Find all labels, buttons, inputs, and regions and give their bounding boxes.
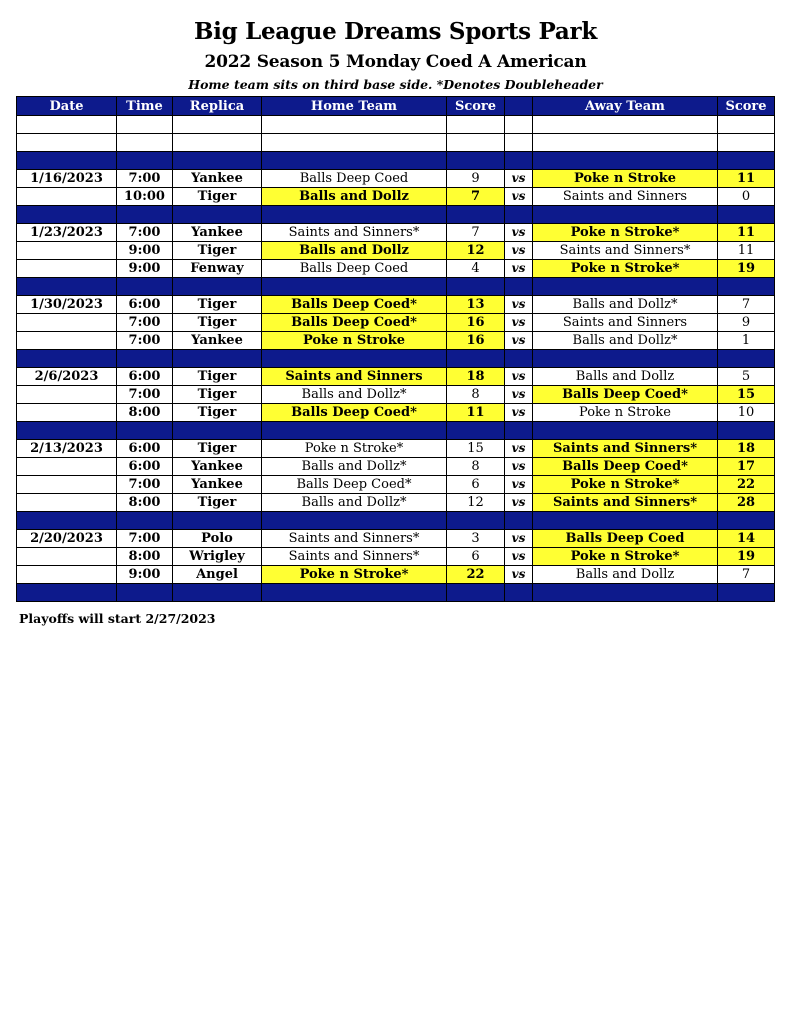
away-score-cell: 14 bbox=[718, 530, 775, 548]
table-header-row bbox=[17, 97, 775, 116]
empty-cell bbox=[718, 134, 775, 152]
away-team-cell: Poke n Stroke bbox=[533, 170, 718, 188]
vs-cell: vs bbox=[505, 530, 533, 548]
divider-cell bbox=[505, 152, 533, 170]
divider-cell bbox=[17, 422, 117, 440]
away-score-cell: 7 bbox=[718, 296, 775, 314]
home-score-cell: 15 bbox=[447, 440, 505, 458]
replica-cell: Yankee bbox=[173, 224, 262, 242]
time-cell: 9:00 bbox=[117, 260, 173, 278]
away-score-cell: 17 bbox=[718, 458, 775, 476]
divider-cell bbox=[117, 350, 173, 368]
date-cell: 2/13/2023 bbox=[17, 440, 117, 458]
home-score-cell: 18 bbox=[447, 368, 505, 386]
away-score-cell: 19 bbox=[718, 548, 775, 566]
divider-cell bbox=[17, 278, 117, 296]
table-row bbox=[17, 242, 775, 260]
vs-cell: vs bbox=[505, 314, 533, 332]
home-team-cell: Balls Deep Coed* bbox=[262, 296, 447, 314]
divider-cell bbox=[505, 422, 533, 440]
replica-cell: Tiger bbox=[173, 494, 262, 512]
divider-cell bbox=[718, 422, 775, 440]
home-score-cell: 16 bbox=[447, 332, 505, 350]
home-team-cell: Saints and Sinners* bbox=[262, 548, 447, 566]
divider-cell bbox=[262, 350, 447, 368]
away-team-cell: Poke n Stroke* bbox=[533, 224, 718, 242]
away-score-cell: 10 bbox=[718, 404, 775, 422]
table-row bbox=[17, 260, 775, 278]
away-team-cell: Balls and Dollz bbox=[533, 566, 718, 584]
away-team-cell: Balls Deep Coed* bbox=[533, 386, 718, 404]
date-cell bbox=[17, 458, 117, 476]
home-score-cell: 13 bbox=[447, 296, 505, 314]
away-score-cell: 1 bbox=[718, 332, 775, 350]
replica-cell: Polo bbox=[173, 530, 262, 548]
replica-cell: Tiger bbox=[173, 296, 262, 314]
time-cell: 6:00 bbox=[117, 368, 173, 386]
divider-cell bbox=[173, 350, 262, 368]
replica-cell: Tiger bbox=[173, 188, 262, 206]
divider-cell bbox=[17, 350, 117, 368]
date-cell bbox=[17, 476, 117, 494]
divider-cell bbox=[262, 152, 447, 170]
date-cell bbox=[17, 260, 117, 278]
home-team-cell: Balls Deep Coed* bbox=[262, 404, 447, 422]
time-cell: 8:00 bbox=[117, 404, 173, 422]
time-cell: 7:00 bbox=[117, 530, 173, 548]
vs-cell: vs bbox=[505, 548, 533, 566]
empty-cell bbox=[533, 116, 718, 134]
replica-cell: Tiger bbox=[173, 440, 262, 458]
table-row bbox=[17, 458, 775, 476]
col-header-home-team: Home Team bbox=[262, 97, 447, 116]
home-team-cell: Poke n Stroke* bbox=[262, 566, 447, 584]
week-divider-row bbox=[17, 584, 775, 602]
col-header-replica: Replica bbox=[173, 97, 262, 116]
divider-cell bbox=[718, 350, 775, 368]
col-header-away-team: Away Team bbox=[533, 97, 718, 116]
date-cell bbox=[17, 332, 117, 350]
away-score-cell: 0 bbox=[718, 188, 775, 206]
home-team-cell: Balls Deep Coed bbox=[262, 170, 447, 188]
table-row bbox=[17, 296, 775, 314]
home-team-cell: Balls and Dollz* bbox=[262, 494, 447, 512]
divider-cell bbox=[447, 512, 505, 530]
col-header-time: Time bbox=[117, 97, 173, 116]
playoffs-note: Playoffs will start 2/27/2023 bbox=[19, 611, 216, 626]
table-row bbox=[17, 314, 775, 332]
divider-cell bbox=[718, 512, 775, 530]
page-title: Big League Dreams Sports Park bbox=[194, 18, 597, 45]
empty-cell bbox=[262, 134, 447, 152]
divider-cell bbox=[505, 584, 533, 602]
schedule-table bbox=[16, 96, 775, 602]
home-score-cell: 7 bbox=[447, 224, 505, 242]
week-divider-row bbox=[17, 152, 775, 170]
empty-cell bbox=[17, 134, 117, 152]
col-header-date: Date bbox=[17, 97, 117, 116]
vs-cell: vs bbox=[505, 170, 533, 188]
vs-cell: vs bbox=[505, 386, 533, 404]
divider-cell bbox=[533, 350, 718, 368]
time-cell: 6:00 bbox=[117, 296, 173, 314]
time-cell: 7:00 bbox=[117, 332, 173, 350]
divider-cell bbox=[447, 278, 505, 296]
divider-cell bbox=[17, 512, 117, 530]
home-score-cell: 12 bbox=[447, 242, 505, 260]
vs-cell: vs bbox=[505, 404, 533, 422]
empty-cell bbox=[505, 116, 533, 134]
replica-cell: Yankee bbox=[173, 476, 262, 494]
divider-cell bbox=[17, 584, 117, 602]
divider-cell bbox=[447, 206, 505, 224]
table-row bbox=[17, 530, 775, 548]
home-team-cell: Poke n Stroke* bbox=[262, 440, 447, 458]
vs-cell: vs bbox=[505, 188, 533, 206]
table-row bbox=[17, 170, 775, 188]
home-score-cell: 7 bbox=[447, 188, 505, 206]
vs-cell: vs bbox=[505, 440, 533, 458]
home-team-cell: Saints and Sinners* bbox=[262, 530, 447, 548]
divider-cell bbox=[117, 584, 173, 602]
home-team-cell: Balls and Dollz bbox=[262, 188, 447, 206]
empty-cell bbox=[262, 116, 447, 134]
empty-row bbox=[17, 116, 775, 134]
date-cell bbox=[17, 242, 117, 260]
empty-cell bbox=[117, 134, 173, 152]
divider-cell bbox=[447, 584, 505, 602]
empty-row bbox=[17, 134, 775, 152]
divider-cell bbox=[262, 278, 447, 296]
time-cell: 8:00 bbox=[117, 494, 173, 512]
vs-cell: vs bbox=[505, 458, 533, 476]
replica-cell: Tiger bbox=[173, 242, 262, 260]
date-cell bbox=[17, 548, 117, 566]
away-score-cell: 15 bbox=[718, 386, 775, 404]
vs-cell: vs bbox=[505, 242, 533, 260]
schedule-body bbox=[17, 116, 775, 602]
away-score-cell: 11 bbox=[718, 224, 775, 242]
divider-cell bbox=[533, 152, 718, 170]
vs-cell: vs bbox=[505, 566, 533, 584]
home-team-cell: Saints and Sinners* bbox=[262, 224, 447, 242]
divider-cell bbox=[173, 422, 262, 440]
divider-cell bbox=[173, 206, 262, 224]
divider-cell bbox=[505, 512, 533, 530]
divider-cell bbox=[173, 152, 262, 170]
col-header-home-score: Score bbox=[447, 97, 505, 116]
home-team-note: Home team sits on third base side. *Denotes Doubleheader bbox=[188, 77, 603, 92]
date-cell: 1/23/2023 bbox=[17, 224, 117, 242]
home-score-cell: 12 bbox=[447, 494, 505, 512]
time-cell: 7:00 bbox=[117, 476, 173, 494]
away-team-cell: Saints and Sinners bbox=[533, 314, 718, 332]
home-score-cell: 3 bbox=[447, 530, 505, 548]
time-cell: 6:00 bbox=[117, 458, 173, 476]
time-cell: 7:00 bbox=[117, 224, 173, 242]
away-team-cell: Poke n Stroke* bbox=[533, 548, 718, 566]
table-row bbox=[17, 440, 775, 458]
divider-cell bbox=[117, 422, 173, 440]
date-cell: 1/16/2023 bbox=[17, 170, 117, 188]
table-row bbox=[17, 332, 775, 350]
replica-cell: Tiger bbox=[173, 368, 262, 386]
replica-cell: Yankee bbox=[173, 332, 262, 350]
replica-cell: Tiger bbox=[173, 404, 262, 422]
divider-cell bbox=[505, 206, 533, 224]
home-team-cell: Balls Deep Coed* bbox=[262, 314, 447, 332]
week-divider-row bbox=[17, 512, 775, 530]
divider-cell bbox=[505, 278, 533, 296]
empty-cell bbox=[117, 116, 173, 134]
week-divider-row bbox=[17, 278, 775, 296]
replica-cell: Wrigley bbox=[173, 548, 262, 566]
table-row bbox=[17, 188, 775, 206]
date-cell: 1/30/2023 bbox=[17, 296, 117, 314]
date-cell bbox=[17, 404, 117, 422]
divider-cell bbox=[505, 350, 533, 368]
time-cell: 10:00 bbox=[117, 188, 173, 206]
date-cell bbox=[17, 386, 117, 404]
divider-cell bbox=[17, 152, 117, 170]
away-team-cell: Balls and Dollz* bbox=[533, 296, 718, 314]
divider-cell bbox=[718, 206, 775, 224]
home-team-cell: Balls Deep Coed* bbox=[262, 476, 447, 494]
away-team-cell: Saints and Sinners* bbox=[533, 440, 718, 458]
divider-cell bbox=[173, 584, 262, 602]
away-team-cell: Balls Deep Coed* bbox=[533, 458, 718, 476]
replica-cell: Angel bbox=[173, 566, 262, 584]
away-score-cell: 28 bbox=[718, 494, 775, 512]
divider-cell bbox=[533, 422, 718, 440]
divider-cell bbox=[117, 152, 173, 170]
empty-cell bbox=[447, 134, 505, 152]
vs-cell: vs bbox=[505, 332, 533, 350]
week-divider-row bbox=[17, 422, 775, 440]
time-cell: 9:00 bbox=[117, 566, 173, 584]
col-header-vs bbox=[505, 97, 533, 116]
divider-cell bbox=[533, 584, 718, 602]
vs-cell: vs bbox=[505, 368, 533, 386]
replica-cell: Yankee bbox=[173, 458, 262, 476]
away-score-cell: 11 bbox=[718, 242, 775, 260]
replica-cell: Yankee bbox=[173, 170, 262, 188]
divider-cell bbox=[117, 512, 173, 530]
away-team-cell: Saints and Sinners* bbox=[533, 242, 718, 260]
time-cell: 6:00 bbox=[117, 440, 173, 458]
home-score-cell: 6 bbox=[447, 548, 505, 566]
divider-cell bbox=[533, 512, 718, 530]
home-score-cell: 9 bbox=[447, 170, 505, 188]
empty-cell bbox=[718, 116, 775, 134]
empty-cell bbox=[505, 134, 533, 152]
away-team-cell: Saints and Sinners bbox=[533, 188, 718, 206]
away-score-cell: 7 bbox=[718, 566, 775, 584]
divider-cell bbox=[718, 278, 775, 296]
vs-cell: vs bbox=[505, 476, 533, 494]
date-cell: 2/6/2023 bbox=[17, 368, 117, 386]
time-cell: 7:00 bbox=[117, 314, 173, 332]
divider-cell bbox=[17, 206, 117, 224]
divider-cell bbox=[262, 206, 447, 224]
table-row bbox=[17, 566, 775, 584]
away-score-cell: 11 bbox=[718, 170, 775, 188]
col-header-away-score: Score bbox=[718, 97, 775, 116]
empty-cell bbox=[533, 134, 718, 152]
home-score-cell: 22 bbox=[447, 566, 505, 584]
divider-cell bbox=[173, 512, 262, 530]
empty-cell bbox=[173, 134, 262, 152]
divider-cell bbox=[117, 206, 173, 224]
home-team-cell: Balls and Dollz* bbox=[262, 386, 447, 404]
away-team-cell: Balls and Dollz* bbox=[533, 332, 718, 350]
divider-cell bbox=[533, 206, 718, 224]
home-score-cell: 8 bbox=[447, 386, 505, 404]
divider-cell bbox=[447, 422, 505, 440]
replica-cell: Tiger bbox=[173, 386, 262, 404]
table-row bbox=[17, 224, 775, 242]
away-team-cell: Balls Deep Coed bbox=[533, 530, 718, 548]
table-row bbox=[17, 404, 775, 422]
home-score-cell: 6 bbox=[447, 476, 505, 494]
date-cell bbox=[17, 314, 117, 332]
week-divider-row bbox=[17, 350, 775, 368]
away-score-cell: 19 bbox=[718, 260, 775, 278]
table-row bbox=[17, 368, 775, 386]
vs-cell: vs bbox=[505, 224, 533, 242]
divider-cell bbox=[447, 350, 505, 368]
date-cell bbox=[17, 494, 117, 512]
date-cell bbox=[17, 188, 117, 206]
away-team-cell: Poke n Stroke* bbox=[533, 476, 718, 494]
home-score-cell: 16 bbox=[447, 314, 505, 332]
time-cell: 8:00 bbox=[117, 548, 173, 566]
home-score-cell: 11 bbox=[447, 404, 505, 422]
away-team-cell: Balls and Dollz bbox=[533, 368, 718, 386]
divider-cell bbox=[173, 278, 262, 296]
table-row bbox=[17, 386, 775, 404]
time-cell: 7:00 bbox=[117, 170, 173, 188]
empty-cell bbox=[173, 116, 262, 134]
vs-cell: vs bbox=[505, 296, 533, 314]
home-score-cell: 8 bbox=[447, 458, 505, 476]
divider-cell bbox=[262, 422, 447, 440]
time-cell: 9:00 bbox=[117, 242, 173, 260]
divider-cell bbox=[533, 278, 718, 296]
home-score-cell: 4 bbox=[447, 260, 505, 278]
divider-cell bbox=[262, 584, 447, 602]
home-team-cell: Balls and Dollz bbox=[262, 242, 447, 260]
time-cell: 7:00 bbox=[117, 386, 173, 404]
empty-cell bbox=[17, 116, 117, 134]
vs-cell: vs bbox=[505, 494, 533, 512]
empty-cell bbox=[447, 116, 505, 134]
home-team-cell: Poke n Stroke bbox=[262, 332, 447, 350]
divider-cell bbox=[718, 584, 775, 602]
vs-cell: vs bbox=[505, 260, 533, 278]
away-score-cell: 9 bbox=[718, 314, 775, 332]
away-score-cell: 5 bbox=[718, 368, 775, 386]
divider-cell bbox=[117, 278, 173, 296]
table-row bbox=[17, 494, 775, 512]
date-cell: 2/20/2023 bbox=[17, 530, 117, 548]
table-row bbox=[17, 476, 775, 494]
replica-cell: Fenway bbox=[173, 260, 262, 278]
away-score-cell: 22 bbox=[718, 476, 775, 494]
season-subtitle: 2022 Season 5 Monday Coed A American bbox=[204, 52, 587, 72]
home-team-cell: Balls and Dollz* bbox=[262, 458, 447, 476]
divider-cell bbox=[262, 512, 447, 530]
divider-cell bbox=[718, 152, 775, 170]
away-team-cell: Saints and Sinners* bbox=[533, 494, 718, 512]
home-team-cell: Balls Deep Coed bbox=[262, 260, 447, 278]
divider-cell bbox=[447, 152, 505, 170]
away-score-cell: 18 bbox=[718, 440, 775, 458]
replica-cell: Tiger bbox=[173, 314, 262, 332]
week-divider-row bbox=[17, 206, 775, 224]
home-team-cell: Saints and Sinners bbox=[262, 368, 447, 386]
table-row bbox=[17, 548, 775, 566]
date-cell bbox=[17, 566, 117, 584]
away-team-cell: Poke n Stroke bbox=[533, 404, 718, 422]
away-team-cell: Poke n Stroke* bbox=[533, 260, 718, 278]
